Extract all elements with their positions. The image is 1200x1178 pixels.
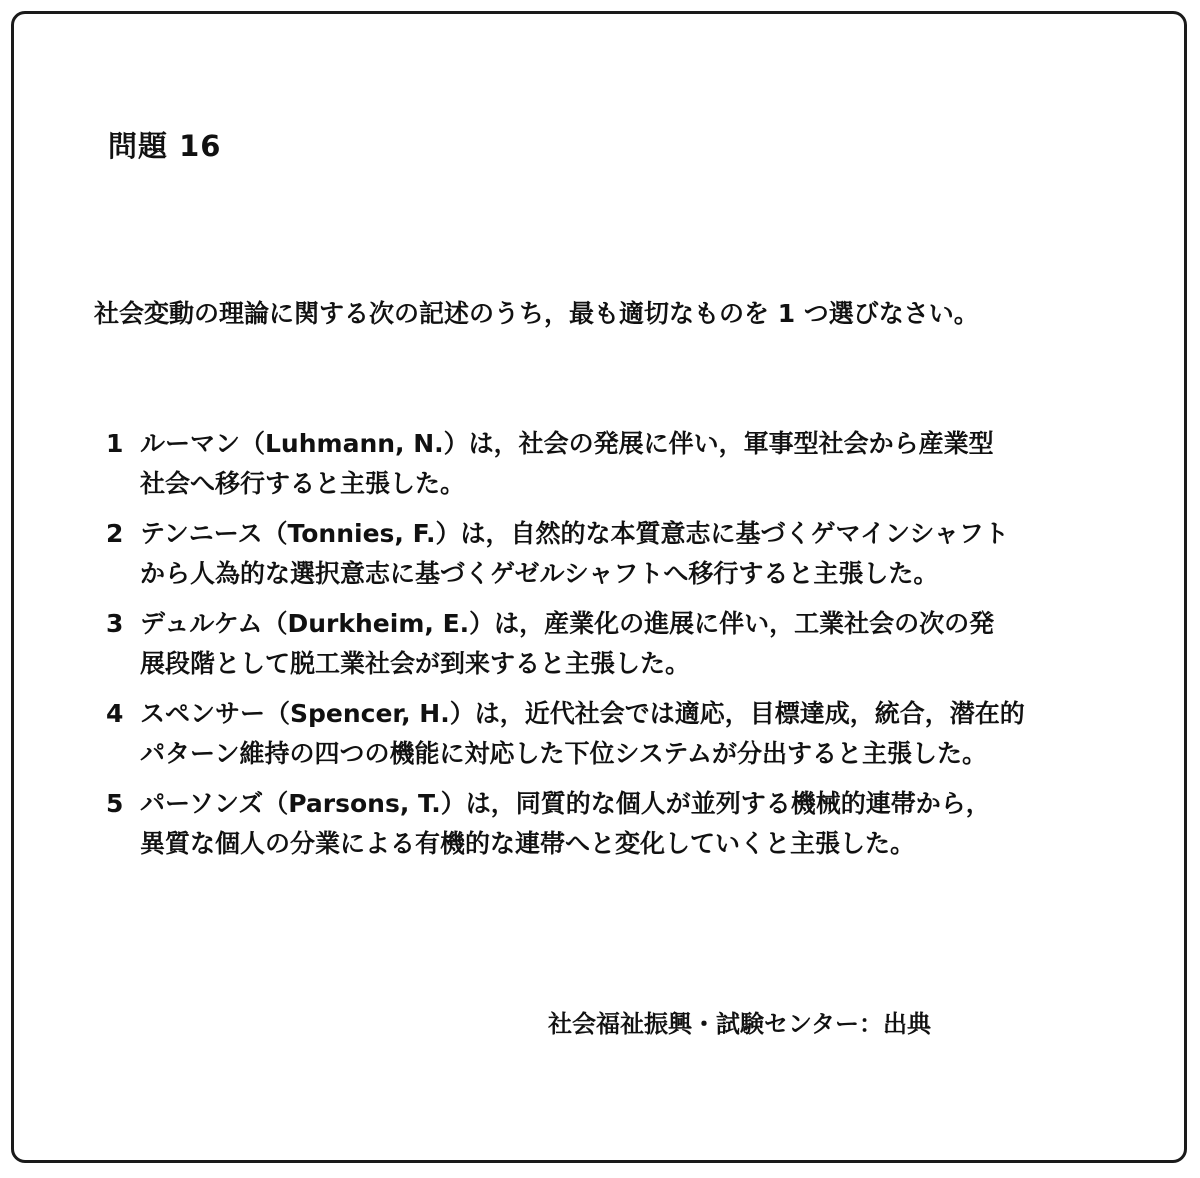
option-number: 1 — [106, 429, 124, 458]
option-text-line: デュルケム（Durkheim, E.）は，産業化の進展に伴い，工業社会の次の発 — [140, 609, 995, 638]
question-title: 問題 16 — [108, 129, 222, 163]
answer-option-5 — [106, 784, 1146, 864]
question-instruction: 社会変動の理論に関する次の記述のうち，最も適切なものを 1 つ選びなさい。 — [94, 299, 979, 328]
option-number: 5 — [106, 789, 124, 818]
option-text-line: 異質な個人の分業による有機的な連帯へと変化していくと主張した。 — [140, 829, 916, 858]
answer-option-4 — [106, 694, 1146, 774]
answer-option-3 — [106, 604, 1146, 684]
option-text-line: パターン維持の四つの機能に対応した下位システムが分出すると主張した。 — [140, 739, 988, 768]
option-text-line: テンニース（Tonnies, F.）は，自然的な本質意志に基づくゲマインシャフト — [140, 519, 1009, 548]
option-text-line: 社会へ移行すると主張した。 — [140, 469, 466, 498]
answer-option-1 — [106, 424, 1146, 504]
option-number: 2 — [106, 519, 124, 548]
option-text-line: 展段階として脱工業社会が到来すると主張した。 — [140, 649, 691, 678]
option-text-line: ルーマン（Luhmann, N.）は，社会の発展に伴い，軍事型社会から産業型 — [140, 429, 994, 458]
option-number: 4 — [106, 699, 124, 728]
option-text-line: スペンサー（Spencer, H.）は，近代社会では適応，目標達成，統合，潜在的 — [140, 699, 1025, 728]
answer-option-2 — [106, 514, 1146, 594]
option-number: 3 — [106, 609, 124, 638]
question-card — [11, 11, 1187, 1163]
source-credit: 社会福祉振興・試験センター：出典 — [548, 1010, 932, 1038]
option-text-line: から人為的な選択意志に基づくゲゼルシャフトへ移行すると主張した。 — [140, 559, 939, 588]
option-text-line: パーソンズ（Parsons, T.）は，同質的な個人が並列する機械的連帯から， — [140, 789, 991, 818]
answer-options-list — [106, 424, 1146, 874]
